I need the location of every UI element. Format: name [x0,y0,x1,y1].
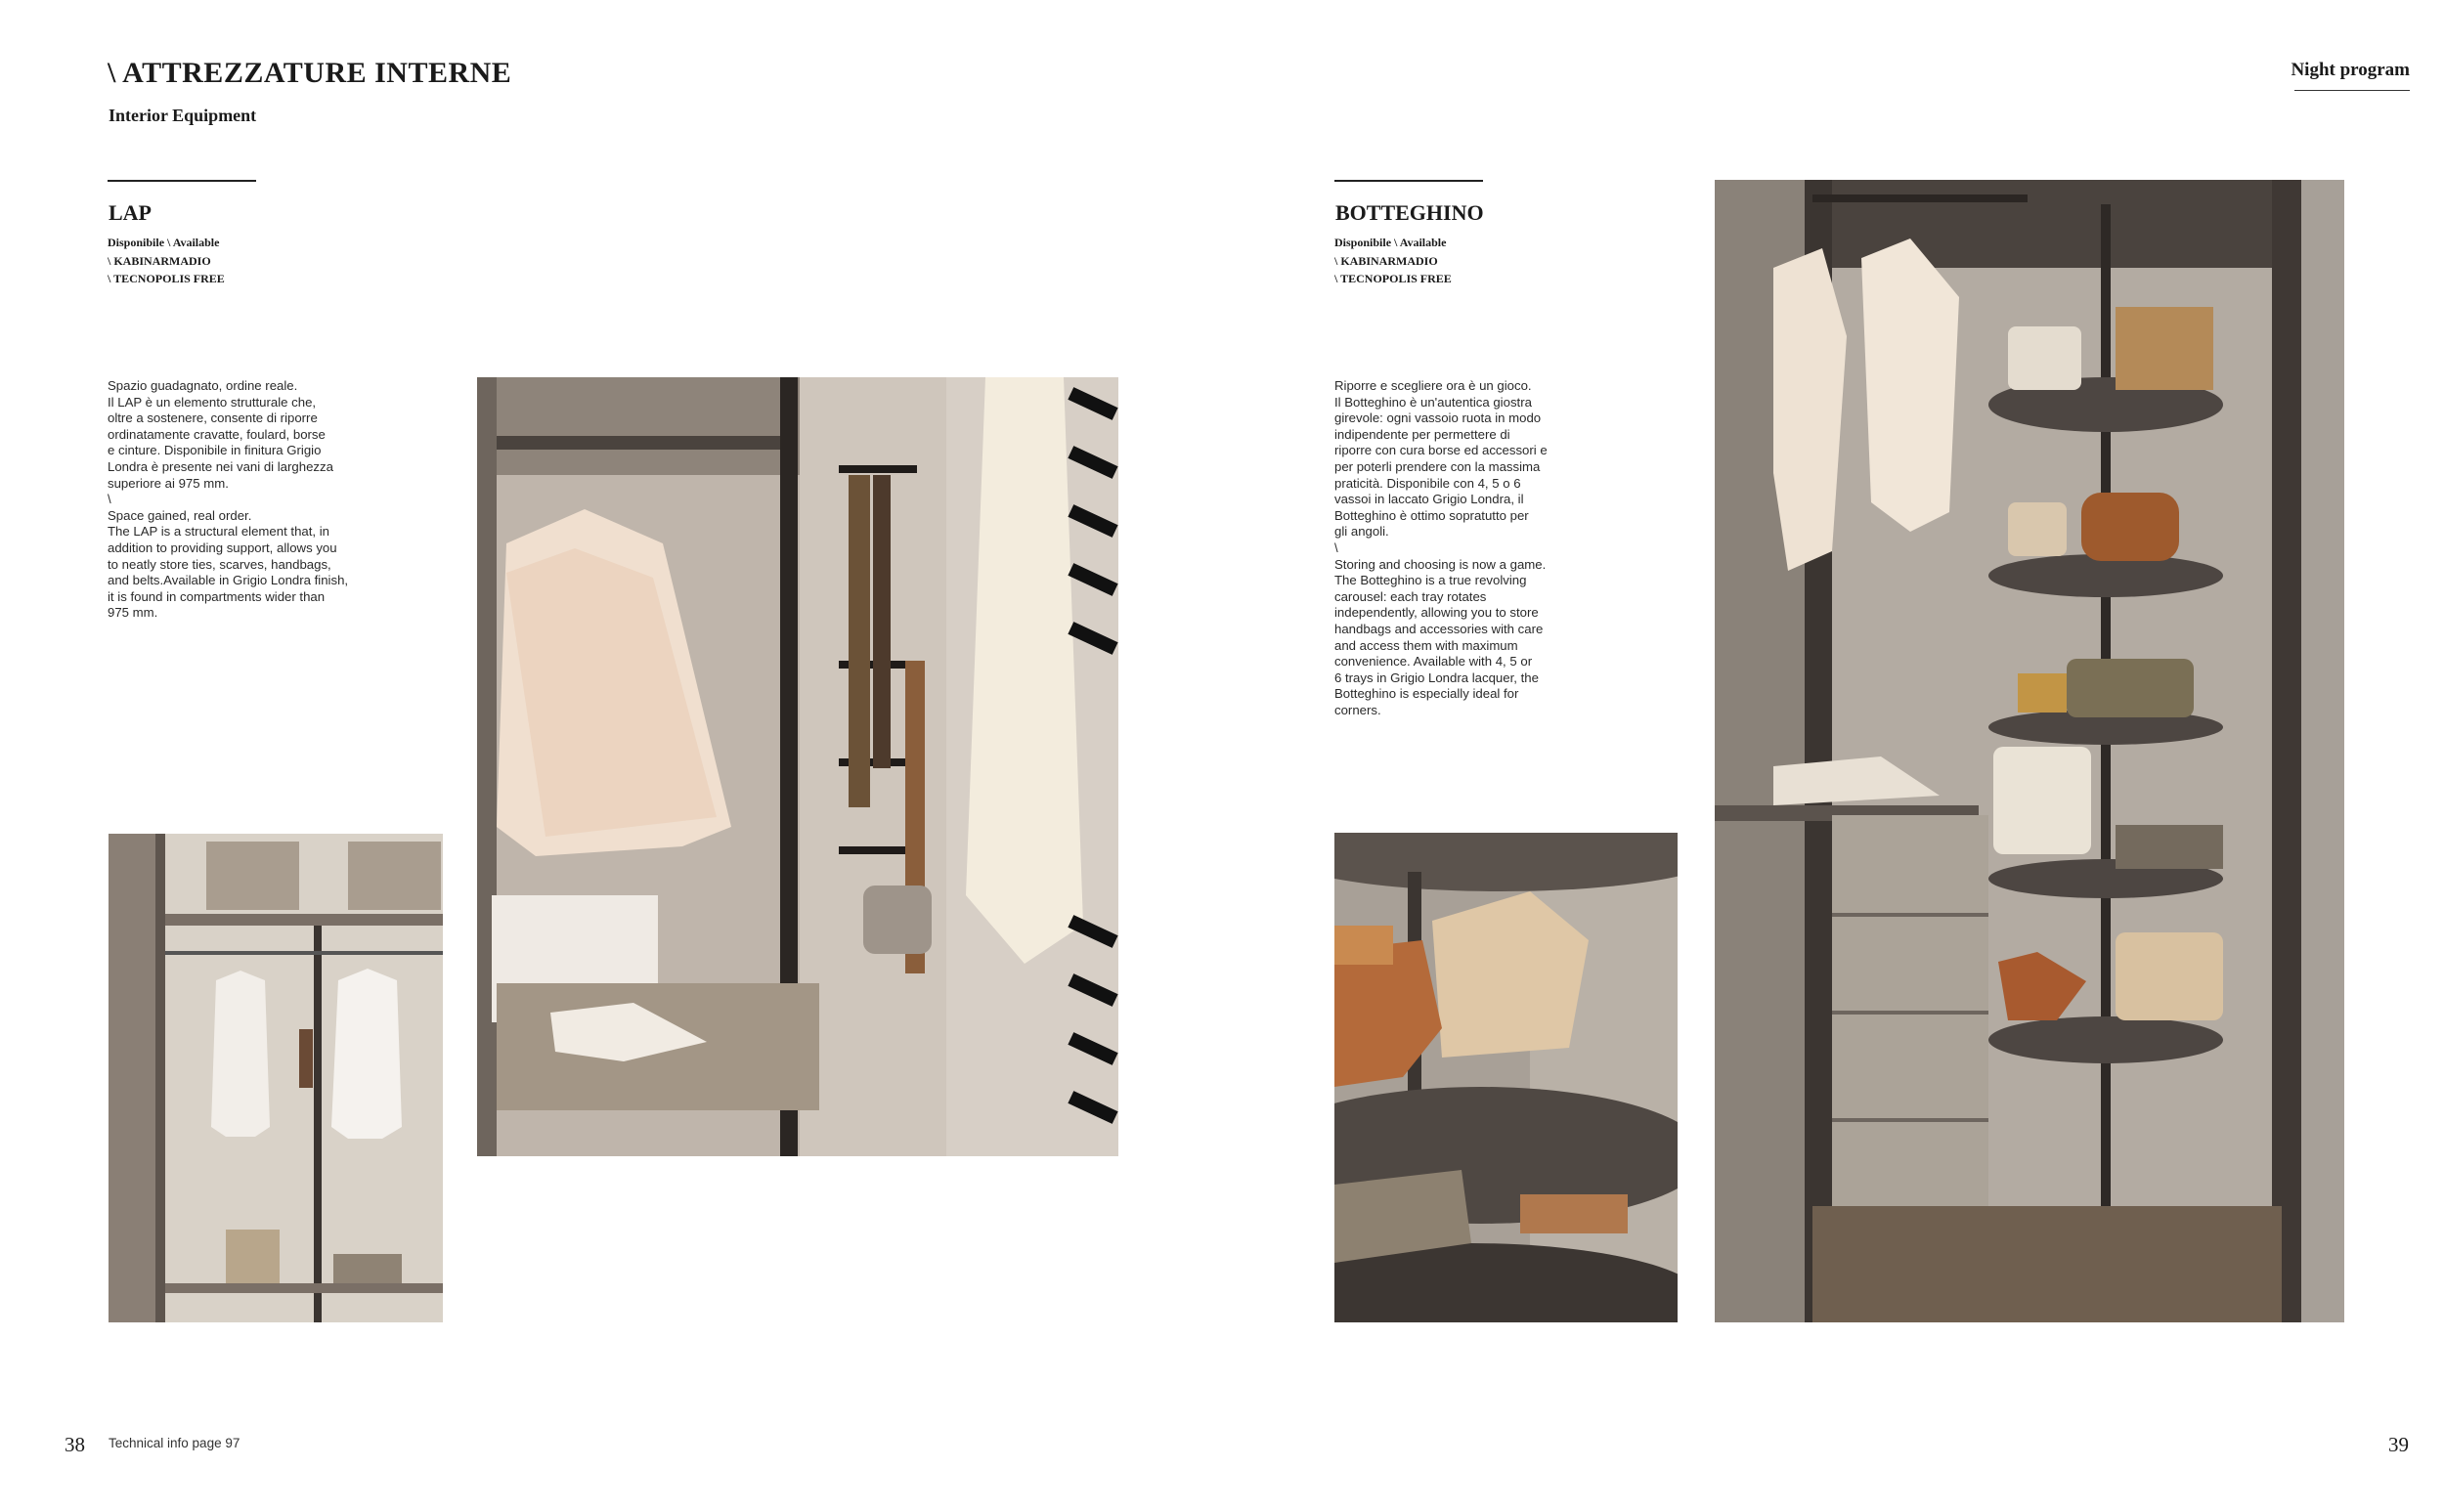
lap-main-photo [477,377,1118,1156]
lap-wardrobe-photo [109,834,443,1322]
botteghino-main-photo [1715,180,2344,1322]
lap-description: Spazio guadagnato, ordine reale. Il LAP è un elemento strutturale che, oltre a sostenere, consente di riporre ordinatamente cravatte, foulard, borse e cinture. Disponibile in finitura Grigio Londra è presente nei vani di larghezza superiore ai 975 mm. \ Space gained, real order. The LAP is a structural element that, in addition to providing support, allows you to neatly store ties, scarves, handbags, and belts.Available in Grigio Londra finish, it is found in compartments wider than 975 mm. [108,378,349,621]
lap-availability-kabinarmadio: \ KABINARMADIO [108,253,211,268]
technical-info-link[interactable]: Technical info page 97 [109,1436,240,1450]
section-underline [2294,90,2410,91]
lap-availability-tecnopolis: \ TECNOPOLIS FREE [108,272,225,285]
page-number-right: 39 [2388,1433,2409,1456]
lap-availability [108,234,225,288]
botteghino-availability-kabinarmadio: \ KABINARMADIO [1334,253,1438,268]
lap-availability-label: Disponibile \ Available [108,236,220,249]
botteghino-availability-tecnopolis: \ TECNOPOLIS FREE [1334,272,1452,285]
page-title: \ ATTREZZATURE INTERNE [108,57,512,89]
botteghino-availability-label: Disponibile \ Available [1334,236,1447,249]
botteghino-availability [1334,234,1452,288]
botteghino-divider [1334,180,1483,182]
page-subtitle: Interior Equipment [109,106,257,125]
botteghino-detail-photo [1334,833,1678,1322]
page-number-left: 38 [65,1433,85,1456]
lap-title: LAP [109,200,152,225]
lap-divider [108,180,256,182]
section-label[interactable]: Night program [2291,60,2410,80]
botteghino-description: Riporre e scegliere ora è un gioco. Il Botteghino è un'autentica giostra girevole: ogni vassoio ruota in modo indipendente per permettere di riporre con cura borse ed accessori e per poterli prendere con la massima praticità. Disponibile con 4, 5 o 6 vassoi in laccato Grigio Londra, il Botteghino è ottimo sopratutto per gli angoli. \ Storing and choosing is now a game. The Botteghino is a true revolving carousel: each tray rotates independently, allowing you to store handbags and accessories with care and access them with maximum convenience. Available with 4, 5 or 6 trays in Grigio Londra lacquer, the Botteghino is especially ideal for corners. [1334,378,1548,717]
botteghino-title: BOTTEGHINO [1335,200,1484,225]
